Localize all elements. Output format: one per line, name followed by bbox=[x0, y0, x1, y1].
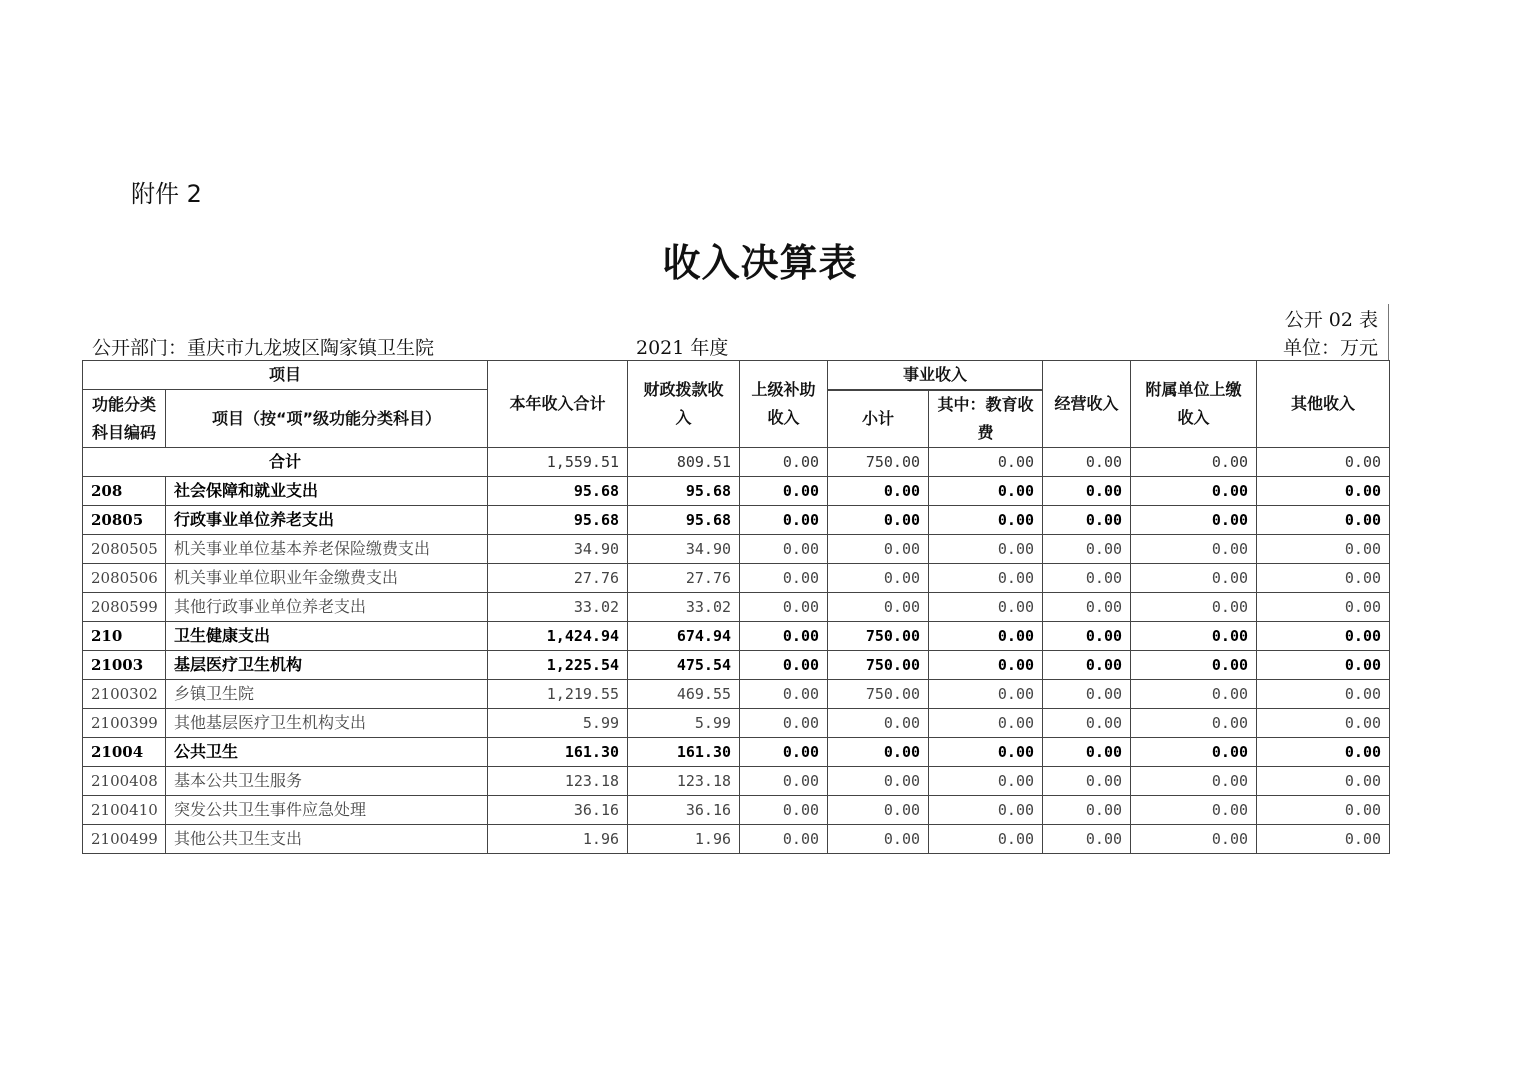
row-value: 1,219.55 bbox=[488, 680, 628, 709]
row-name: 基层医疗卫生机构 bbox=[166, 651, 488, 680]
row-value: 0.00 bbox=[1257, 796, 1390, 825]
row-value: 0.00 bbox=[1043, 825, 1131, 854]
row-value: 0.00 bbox=[1131, 709, 1257, 738]
row-value: 0.00 bbox=[1131, 680, 1257, 709]
row-value: 0.00 bbox=[929, 477, 1043, 506]
income-table bbox=[82, 360, 1390, 854]
row-value: 0.00 bbox=[828, 477, 929, 506]
table-row bbox=[83, 738, 1390, 767]
row-value: 0.00 bbox=[1257, 535, 1390, 564]
header-edu: 其中：教育收费 bbox=[929, 391, 1043, 448]
table-row bbox=[83, 680, 1390, 709]
row-value: 34.90 bbox=[488, 535, 628, 564]
row-value: 0.00 bbox=[929, 796, 1043, 825]
row-value: 0.00 bbox=[740, 709, 828, 738]
row-value: 0.00 bbox=[828, 825, 929, 854]
total-label: 合计 bbox=[83, 448, 488, 477]
row-value: 0.00 bbox=[1257, 564, 1390, 593]
row-value: 0.00 bbox=[1043, 477, 1131, 506]
header-func-code: 功能分类科目编码 bbox=[83, 390, 166, 448]
row-name: 其他基层医疗卫生机构支出 bbox=[166, 709, 488, 738]
page-title: 收入决算表 bbox=[662, 240, 858, 285]
header-operating: 经营收入 bbox=[1043, 361, 1131, 448]
row-value: 27.76 bbox=[488, 564, 628, 593]
row-value: 0.00 bbox=[740, 564, 828, 593]
row-code: 21003 bbox=[83, 651, 166, 680]
row-value: 0.00 bbox=[740, 506, 828, 535]
row-value: 161.30 bbox=[628, 738, 740, 767]
row-value: 0.00 bbox=[1257, 506, 1390, 535]
row-code: 21004 bbox=[83, 738, 166, 767]
row-value: 0.00 bbox=[929, 738, 1043, 767]
row-code: 2080506 bbox=[83, 564, 166, 593]
row-value: 0.00 bbox=[740, 738, 828, 767]
row-value: 0.00 bbox=[1043, 622, 1131, 651]
row-value: 0.00 bbox=[828, 796, 929, 825]
row-value: 0.00 bbox=[828, 535, 929, 564]
row-value: 0.00 bbox=[1257, 825, 1390, 854]
table-row bbox=[83, 622, 1390, 651]
row-value: 0.00 bbox=[1257, 680, 1390, 709]
department-label: 公开部门：重庆市九龙坡区陶家镇卫生院 bbox=[92, 337, 435, 359]
total-value: 0.00 bbox=[740, 448, 828, 477]
row-value: 0.00 bbox=[740, 622, 828, 651]
row-value: 0.00 bbox=[740, 825, 828, 854]
row-value: 0.00 bbox=[1131, 535, 1257, 564]
row-value: 0.00 bbox=[929, 825, 1043, 854]
row-value: 0.00 bbox=[929, 709, 1043, 738]
row-value: 0.00 bbox=[929, 564, 1043, 593]
row-value: 0.00 bbox=[1043, 767, 1131, 796]
row-value: 0.00 bbox=[740, 651, 828, 680]
row-value: 0.00 bbox=[1131, 825, 1257, 854]
row-value: 1.96 bbox=[488, 825, 628, 854]
row-value: 1.96 bbox=[628, 825, 740, 854]
row-value: 0.00 bbox=[1043, 564, 1131, 593]
row-value: 1,225.54 bbox=[488, 651, 628, 680]
row-value: 0.00 bbox=[1131, 593, 1257, 622]
row-value: 0.00 bbox=[1131, 796, 1257, 825]
row-code: 210 bbox=[83, 622, 166, 651]
row-value: 1,424.94 bbox=[488, 622, 628, 651]
row-value: 0.00 bbox=[828, 564, 929, 593]
row-value: 5.99 bbox=[488, 709, 628, 738]
total-value: 0.00 bbox=[1131, 448, 1257, 477]
attachment-label: 附件 2 bbox=[131, 180, 202, 208]
row-value: 0.00 bbox=[1131, 564, 1257, 593]
table-row bbox=[83, 825, 1390, 854]
row-code: 208 bbox=[83, 477, 166, 506]
table-row bbox=[83, 564, 1390, 593]
row-code: 2100399 bbox=[83, 709, 166, 738]
unit-label: 单位：万元 bbox=[1282, 337, 1378, 359]
row-value: 0.00 bbox=[1131, 651, 1257, 680]
row-value: 0.00 bbox=[929, 535, 1043, 564]
header-superior: 上级补助收入 bbox=[740, 361, 828, 448]
row-value: 0.00 bbox=[929, 767, 1043, 796]
table-row bbox=[83, 477, 1390, 506]
row-name: 突发公共卫生事件应急处理 bbox=[166, 796, 488, 825]
row-name: 机关事业单位职业年金缴费支出 bbox=[166, 564, 488, 593]
table-row bbox=[83, 767, 1390, 796]
row-value: 0.00 bbox=[1257, 651, 1390, 680]
row-value: 0.00 bbox=[1043, 680, 1131, 709]
table-row bbox=[83, 535, 1390, 564]
row-value: 123.18 bbox=[488, 767, 628, 796]
row-value: 36.16 bbox=[628, 796, 740, 825]
row-value: 34.90 bbox=[628, 535, 740, 564]
row-value: 5.99 bbox=[628, 709, 740, 738]
total-value: 1,559.51 bbox=[488, 448, 628, 477]
row-value: 0.00 bbox=[929, 622, 1043, 651]
row-name: 公共卫生 bbox=[166, 738, 488, 767]
row-code: 2100410 bbox=[83, 796, 166, 825]
header-project: 项目 bbox=[83, 361, 488, 390]
row-value: 0.00 bbox=[1257, 709, 1390, 738]
row-value: 95.68 bbox=[628, 477, 740, 506]
row-value: 0.00 bbox=[1131, 767, 1257, 796]
row-value: 0.00 bbox=[1043, 796, 1131, 825]
row-value: 0.00 bbox=[1131, 738, 1257, 767]
row-value: 0.00 bbox=[1043, 535, 1131, 564]
total-value: 0.00 bbox=[929, 448, 1043, 477]
row-value: 36.16 bbox=[488, 796, 628, 825]
total-value: 750.00 bbox=[828, 448, 929, 477]
row-value: 33.02 bbox=[628, 593, 740, 622]
total-row bbox=[83, 448, 1390, 477]
header-other: 其他收入 bbox=[1257, 361, 1390, 448]
row-value: 0.00 bbox=[1043, 651, 1131, 680]
header-affiliated: 附属单位上缴收入 bbox=[1131, 361, 1257, 448]
row-code: 2100302 bbox=[83, 680, 166, 709]
row-value: 0.00 bbox=[1131, 477, 1257, 506]
row-name: 卫生健康支出 bbox=[166, 622, 488, 651]
row-value: 0.00 bbox=[929, 593, 1043, 622]
row-value: 0.00 bbox=[1257, 593, 1390, 622]
row-value: 0.00 bbox=[1257, 767, 1390, 796]
row-code: 2100499 bbox=[83, 825, 166, 854]
row-value: 0.00 bbox=[1257, 622, 1390, 651]
table-code: 公开 02 表 bbox=[1284, 309, 1378, 331]
total-value: 0.00 bbox=[1257, 448, 1390, 477]
total-value: 809.51 bbox=[628, 448, 740, 477]
row-value: 95.68 bbox=[628, 506, 740, 535]
row-value: 0.00 bbox=[1257, 477, 1390, 506]
header-business: 事业收入 bbox=[828, 361, 1043, 390]
header-item-name: 项目（按“项”级功能分类科目） bbox=[166, 390, 488, 448]
row-value: 95.68 bbox=[488, 477, 628, 506]
row-code: 2080505 bbox=[83, 535, 166, 564]
row-value: 33.02 bbox=[488, 593, 628, 622]
table-row bbox=[83, 796, 1390, 825]
row-value: 0.00 bbox=[929, 680, 1043, 709]
row-value: 0.00 bbox=[828, 709, 929, 738]
year-label: 2021 年度 bbox=[636, 337, 729, 359]
row-value: 27.76 bbox=[628, 564, 740, 593]
header-total: 本年收入合计 bbox=[488, 361, 628, 448]
row-value: 0.00 bbox=[1131, 506, 1257, 535]
row-value: 0.00 bbox=[828, 767, 929, 796]
table-row bbox=[83, 506, 1390, 535]
row-value: 750.00 bbox=[828, 651, 929, 680]
header-subtotal: 小计 bbox=[828, 391, 929, 448]
row-name: 机关事业单位基本养老保险缴费支出 bbox=[166, 535, 488, 564]
table-row bbox=[83, 709, 1390, 738]
row-name: 基本公共卫生服务 bbox=[166, 767, 488, 796]
row-value: 0.00 bbox=[929, 651, 1043, 680]
table-row bbox=[83, 651, 1390, 680]
table-row bbox=[83, 593, 1390, 622]
row-code: 2100408 bbox=[83, 767, 166, 796]
row-name: 其他行政事业单位养老支出 bbox=[166, 593, 488, 622]
row-value: 0.00 bbox=[1257, 738, 1390, 767]
row-value: 0.00 bbox=[740, 535, 828, 564]
row-value: 0.00 bbox=[740, 593, 828, 622]
row-value: 95.68 bbox=[488, 506, 628, 535]
row-value: 0.00 bbox=[1043, 593, 1131, 622]
row-value: 674.94 bbox=[628, 622, 740, 651]
row-value: 0.00 bbox=[740, 680, 828, 709]
row-value: 750.00 bbox=[828, 622, 929, 651]
row-value: 469.55 bbox=[628, 680, 740, 709]
row-value: 0.00 bbox=[1043, 738, 1131, 767]
row-value: 161.30 bbox=[488, 738, 628, 767]
row-value: 750.00 bbox=[828, 680, 929, 709]
row-value: 0.00 bbox=[828, 738, 929, 767]
row-name: 其他公共卫生支出 bbox=[166, 825, 488, 854]
row-name: 乡镇卫生院 bbox=[166, 680, 488, 709]
row-value: 0.00 bbox=[828, 593, 929, 622]
header-fiscal: 财政拨款收入 bbox=[628, 361, 740, 448]
row-code: 20805 bbox=[83, 506, 166, 535]
total-value: 0.00 bbox=[1043, 448, 1131, 477]
row-value: 475.54 bbox=[628, 651, 740, 680]
row-value: 123.18 bbox=[628, 767, 740, 796]
row-value: 0.00 bbox=[740, 796, 828, 825]
row-value: 0.00 bbox=[929, 506, 1043, 535]
header-divider bbox=[1388, 304, 1389, 361]
row-value: 0.00 bbox=[1131, 622, 1257, 651]
row-value: 0.00 bbox=[740, 767, 828, 796]
row-value: 0.00 bbox=[1043, 709, 1131, 738]
row-value: 0.00 bbox=[1043, 506, 1131, 535]
row-code: 2080599 bbox=[83, 593, 166, 622]
row-name: 行政事业单位养老支出 bbox=[166, 506, 488, 535]
row-name: 社会保障和就业支出 bbox=[166, 477, 488, 506]
row-value: 0.00 bbox=[828, 506, 929, 535]
row-value: 0.00 bbox=[740, 477, 828, 506]
